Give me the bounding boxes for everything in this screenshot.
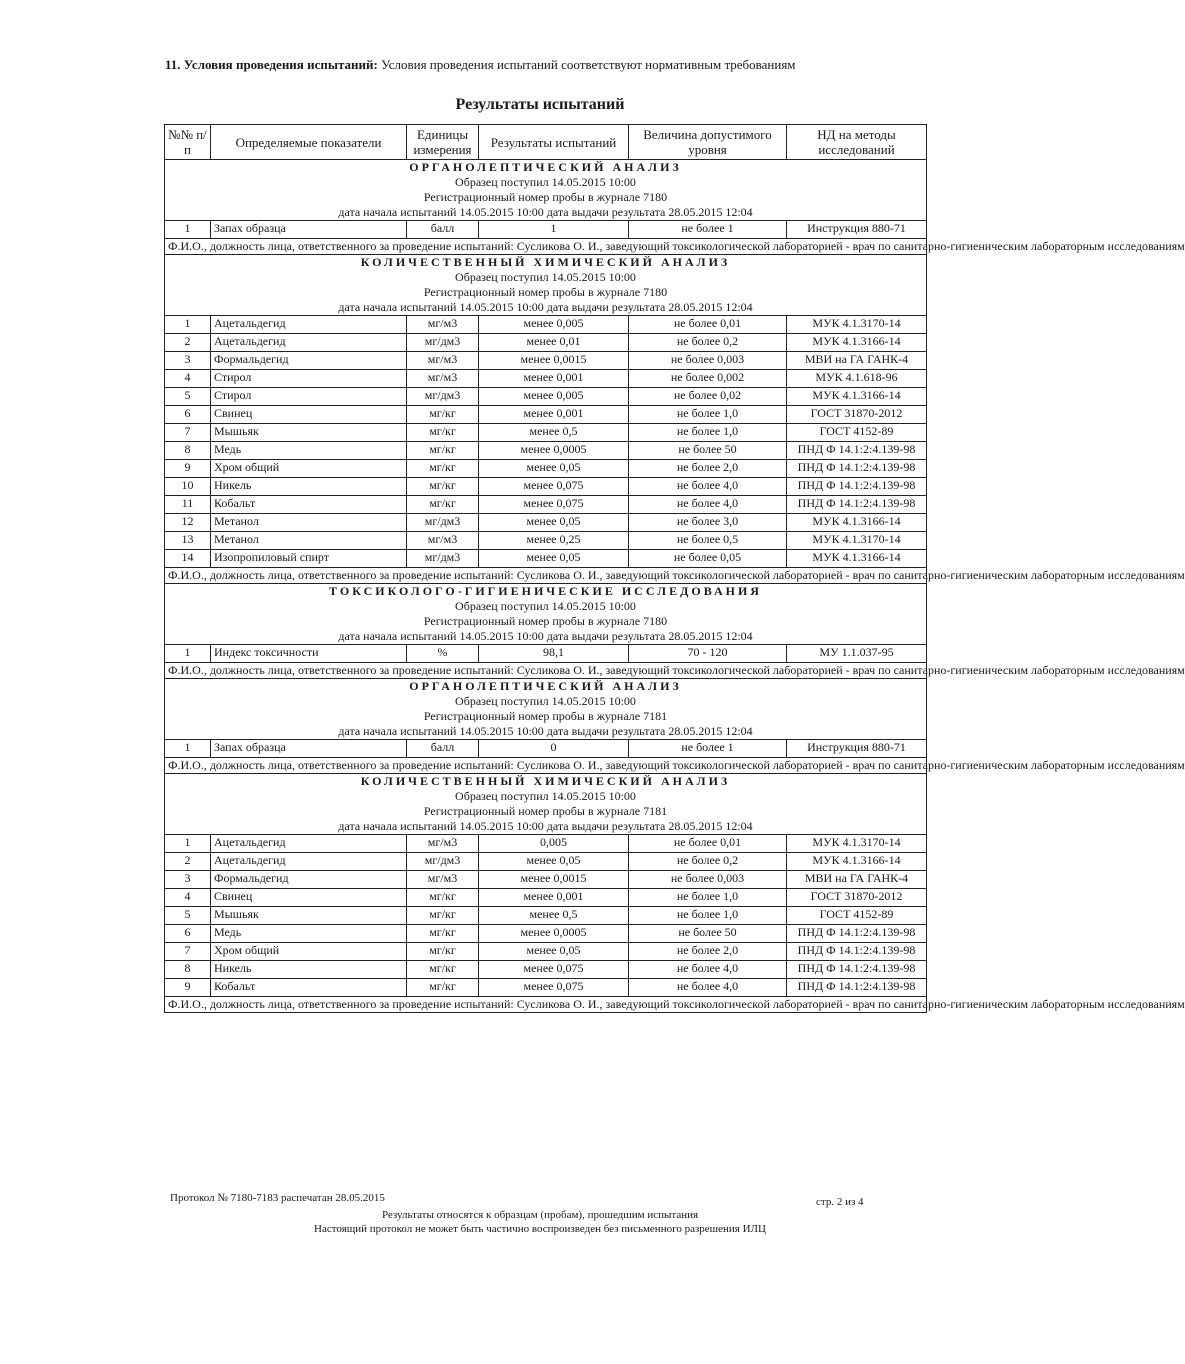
footer-note-results: Результаты относятся к образцам (пробам), прошедшим испытания bbox=[381, 1209, 699, 1221]
row-unit: мг/м3 bbox=[407, 871, 479, 889]
row-method: МУ 1.1.037-95 bbox=[787, 645, 927, 663]
row-result: менее 0,0015 bbox=[479, 352, 629, 370]
table-row bbox=[165, 532, 927, 550]
row-indicator: Формальдегид bbox=[211, 871, 407, 889]
row-indicator: Запах образца bbox=[211, 221, 407, 239]
row-result: менее 0,05 bbox=[479, 550, 629, 568]
row-limit: не более 0,5 bbox=[629, 532, 787, 550]
test-conditions bbox=[165, 57, 796, 73]
row-unit: мг/кг bbox=[407, 943, 479, 961]
row-indicator: Кобальт bbox=[211, 496, 407, 514]
row-result: менее 0,001 bbox=[479, 370, 629, 388]
row-result: менее 0,05 bbox=[479, 460, 629, 478]
table-header-row bbox=[165, 125, 927, 160]
row-limit: не более 0,002 bbox=[629, 370, 787, 388]
row-result: менее 0,075 bbox=[479, 961, 629, 979]
row-limit: не более 1,0 bbox=[629, 406, 787, 424]
row-indicator: Мышьяк bbox=[211, 424, 407, 442]
test-conditions-text: Условия проведения испытаний соответствуют нормативным требованиям bbox=[381, 57, 796, 72]
responsible-person: Ф.И.О., должность лица, ответственного за проведение испытаний: Сусликова О. И., заведующий токсикологической лабораторией - врач по санитарно-гигиеническим лабораторным исследованиям bbox=[165, 997, 927, 1013]
row-method: МВИ на ГА ГАНК-4 bbox=[787, 871, 927, 889]
row-result: менее 0,001 bbox=[479, 889, 629, 907]
row-method: МУК 4.1.618-96 bbox=[787, 370, 927, 388]
row-result: менее 0,05 bbox=[479, 514, 629, 532]
row-number: 2 bbox=[165, 334, 211, 352]
row-result: менее 0,05 bbox=[479, 943, 629, 961]
row-result: менее 0,005 bbox=[479, 388, 629, 406]
row-method: МУК 4.1.3166-14 bbox=[787, 334, 927, 352]
row-indicator: Никель bbox=[211, 478, 407, 496]
responsible-row bbox=[165, 758, 927, 774]
row-indicator: Стирол bbox=[211, 370, 407, 388]
row-unit: мг/кг bbox=[407, 460, 479, 478]
row-method: МУК 4.1.3166-14 bbox=[787, 388, 927, 406]
row-limit: не более 4,0 bbox=[629, 496, 787, 514]
row-indicator: Метанол bbox=[211, 514, 407, 532]
row-indicator: Кобальт bbox=[211, 979, 407, 997]
row-unit: мг/дм3 bbox=[407, 388, 479, 406]
row-indicator: Запах образца bbox=[211, 740, 407, 758]
table-row bbox=[165, 907, 927, 925]
row-indicator: Хром общий bbox=[211, 943, 407, 961]
row-indicator: Никель bbox=[211, 961, 407, 979]
responsible-row bbox=[165, 663, 927, 679]
row-indicator: Свинец bbox=[211, 889, 407, 907]
row-number: 12 bbox=[165, 514, 211, 532]
row-unit: мг/дм3 bbox=[407, 514, 479, 532]
row-number: 10 bbox=[165, 478, 211, 496]
header-unit: Единицы измерения bbox=[407, 125, 479, 160]
row-method: ПНД Ф 14.1:2:4.139-98 bbox=[787, 460, 927, 478]
row-limit: не более 50 bbox=[629, 442, 787, 460]
table-row bbox=[165, 853, 927, 871]
table-row bbox=[165, 835, 927, 853]
row-indicator: Мышьяк bbox=[211, 907, 407, 925]
row-method: ГОСТ 31870-2012 bbox=[787, 406, 927, 424]
footer-protocol: Протокол № 7180-7183 распечатан 28.05.2015 bbox=[170, 1192, 385, 1204]
sample-received: Образец поступил 14.05.2015 10:00 bbox=[455, 175, 636, 189]
table-row bbox=[165, 496, 927, 514]
row-number: 7 bbox=[165, 943, 211, 961]
results-body bbox=[165, 160, 1185, 1013]
row-limit: не более 1 bbox=[629, 221, 787, 239]
row-method: ПНД Ф 14.1:2:4.139-98 bbox=[787, 478, 927, 496]
row-number: 2 bbox=[165, 853, 211, 871]
registration-number: Регистрационный номер пробы в журнале 7180 bbox=[423, 285, 668, 299]
table-row bbox=[165, 316, 927, 334]
section-title: ТОКСИКОЛОГО-ГИГИЕНИЧЕСКИЕ ИССЛЕДОВАНИЯ bbox=[329, 584, 762, 598]
row-result: менее 0,001 bbox=[479, 406, 629, 424]
registration-number: Регистрационный номер пробы в журнале 7180 bbox=[423, 190, 668, 204]
section-header-row bbox=[165, 584, 927, 645]
section-title: ОРГАНОЛЕПТИЧЕСКИЙ АНАЛИЗ bbox=[409, 679, 682, 693]
row-unit: мг/кг bbox=[407, 979, 479, 997]
responsible-person: Ф.И.О., должность лица, ответственного за проведение испытаний: Сусликова О. И., заведующий токсикологической лабораторией - врач по санитарно-гигиеническим лабораторным исследованиям bbox=[165, 758, 927, 774]
row-method: МУК 4.1.3166-14 bbox=[787, 550, 927, 568]
row-method: МУК 4.1.3170-14 bbox=[787, 316, 927, 334]
row-result: 98,1 bbox=[479, 645, 629, 663]
results-table bbox=[164, 124, 1185, 1013]
section-header bbox=[165, 584, 927, 645]
table-row bbox=[165, 352, 927, 370]
table-row bbox=[165, 943, 927, 961]
table-row bbox=[165, 442, 927, 460]
row-indicator: Свинец bbox=[211, 406, 407, 424]
table-row bbox=[165, 406, 927, 424]
row-number: 9 bbox=[165, 460, 211, 478]
row-number: 14 bbox=[165, 550, 211, 568]
section-header-row bbox=[165, 679, 927, 740]
row-method: МУК 4.1.3170-14 bbox=[787, 532, 927, 550]
sample-received: Образец поступил 14.05.2015 10:00 bbox=[455, 694, 636, 708]
row-unit: мг/кг bbox=[407, 925, 479, 943]
row-unit: мг/кг bbox=[407, 478, 479, 496]
table-row bbox=[165, 925, 927, 943]
table-row bbox=[165, 388, 927, 406]
test-dates: дата начала испытаний 14.05.2015 10:00 дата выдачи результата 28.05.2015 12:04 bbox=[338, 724, 753, 738]
table-row bbox=[165, 334, 927, 352]
row-result: менее 0,005 bbox=[479, 316, 629, 334]
section-header-row bbox=[165, 160, 927, 221]
row-limit: не более 1,0 bbox=[629, 889, 787, 907]
row-unit: мг/кг bbox=[407, 406, 479, 424]
sample-received: Образец поступил 14.05.2015 10:00 bbox=[455, 270, 636, 284]
row-indicator: Ацетальдегид bbox=[211, 316, 407, 334]
responsible-row bbox=[165, 997, 927, 1013]
row-limit: не более 1,0 bbox=[629, 907, 787, 925]
table-row bbox=[165, 460, 927, 478]
page-title: Результаты испытаний bbox=[455, 96, 625, 113]
row-method: Инструкция 880-71 bbox=[787, 221, 927, 239]
test-conditions-label: 11. Условия проведения испытаний: bbox=[165, 57, 378, 72]
row-method: МУК 4.1.3170-14 bbox=[787, 835, 927, 853]
row-indicator: Ацетальдегид bbox=[211, 334, 407, 352]
test-dates: дата начала испытаний 14.05.2015 10:00 дата выдачи результата 28.05.2015 12:04 bbox=[338, 300, 753, 314]
row-unit: мг/м3 bbox=[407, 352, 479, 370]
row-method: ГОСТ 31870-2012 bbox=[787, 889, 927, 907]
test-dates: дата начала испытаний 14.05.2015 10:00 дата выдачи результата 28.05.2015 12:04 bbox=[338, 205, 753, 219]
table-row bbox=[165, 961, 927, 979]
row-result: 0,005 bbox=[479, 835, 629, 853]
table-row bbox=[165, 740, 927, 758]
row-number: 1 bbox=[165, 835, 211, 853]
row-unit: % bbox=[407, 645, 479, 663]
registration-number: Регистрационный номер пробы в журнале 7181 bbox=[423, 709, 668, 723]
row-unit: балл bbox=[407, 740, 479, 758]
row-limit: не более 1,0 bbox=[629, 424, 787, 442]
row-number: 4 bbox=[165, 370, 211, 388]
row-unit: мг/м3 bbox=[407, 370, 479, 388]
row-result: 1 bbox=[479, 221, 629, 239]
row-number: 8 bbox=[165, 961, 211, 979]
row-indicator: Метанол bbox=[211, 532, 407, 550]
row-number: 11 bbox=[165, 496, 211, 514]
responsible-person: Ф.И.О., должность лица, ответственного за проведение испытаний: Сусликова О. И., заведующий токсикологической лабораторией - врач по санитарно-гигиеническим лабораторным исследованиям bbox=[165, 663, 927, 679]
row-indicator: Стирол bbox=[211, 388, 407, 406]
section-header-row bbox=[165, 255, 927, 316]
table-row bbox=[165, 550, 927, 568]
row-limit: не более 0,2 bbox=[629, 334, 787, 352]
row-number: 1 bbox=[165, 740, 211, 758]
row-result: менее 0,5 bbox=[479, 424, 629, 442]
table-row bbox=[165, 979, 927, 997]
row-result: 0 bbox=[479, 740, 629, 758]
responsible-person: Ф.И.О., должность лица, ответственного за проведение испытаний: Сусликова О. И., заведующий токсикологической лабораторией - врач по санитарно-гигиеническим лабораторным исследованиям bbox=[165, 568, 927, 584]
registration-number: Регистрационный номер пробы в журнале 7180 bbox=[423, 614, 668, 628]
header-result: Результаты испытаний bbox=[479, 125, 629, 160]
row-result: менее 0,0005 bbox=[479, 442, 629, 460]
row-indicator: Индекс токсичности bbox=[211, 645, 407, 663]
row-indicator: Медь bbox=[211, 925, 407, 943]
row-number: 1 bbox=[165, 645, 211, 663]
row-limit: не более 2,0 bbox=[629, 460, 787, 478]
row-result: менее 0,075 bbox=[479, 979, 629, 997]
table-row bbox=[165, 424, 927, 442]
table-row bbox=[165, 478, 927, 496]
table-row bbox=[165, 889, 927, 907]
row-unit: мг/дм3 bbox=[407, 550, 479, 568]
row-indicator: Ацетальдегид bbox=[211, 835, 407, 853]
row-unit: мг/кг bbox=[407, 496, 479, 514]
table-row bbox=[165, 221, 927, 239]
section-header bbox=[165, 160, 927, 221]
row-unit: мг/кг bbox=[407, 961, 479, 979]
footer-note-reproduction: Настоящий протокол не может быть частично воспроизведен без письменного разрешения ИЛЦ bbox=[314, 1223, 766, 1235]
row-method: Инструкция 880-71 bbox=[787, 740, 927, 758]
row-limit: не более 0,2 bbox=[629, 853, 787, 871]
row-unit: мг/м3 bbox=[407, 835, 479, 853]
row-indicator: Изопропиловый спирт bbox=[211, 550, 407, 568]
row-method: ГОСТ 4152-89 bbox=[787, 424, 927, 442]
row-unit: мг/кг bbox=[407, 907, 479, 925]
row-result: менее 0,0005 bbox=[479, 925, 629, 943]
row-limit: не более 0,003 bbox=[629, 352, 787, 370]
row-method: МУК 4.1.3166-14 bbox=[787, 514, 927, 532]
row-method: ПНД Ф 14.1:2:4.139-98 bbox=[787, 979, 927, 997]
responsible-row bbox=[165, 568, 927, 584]
sample-received: Образец поступил 14.05.2015 10:00 bbox=[455, 599, 636, 613]
row-number: 6 bbox=[165, 925, 211, 943]
row-limit: не более 3,0 bbox=[629, 514, 787, 532]
row-limit: не более 0,05 bbox=[629, 550, 787, 568]
row-number: 8 bbox=[165, 442, 211, 460]
sample-received: Образец поступил 14.05.2015 10:00 bbox=[455, 789, 636, 803]
row-method: ГОСТ 4152-89 bbox=[787, 907, 927, 925]
row-unit: мг/м3 bbox=[407, 316, 479, 334]
row-method: ПНД Ф 14.1:2:4.139-98 bbox=[787, 442, 927, 460]
row-number: 1 bbox=[165, 316, 211, 334]
row-unit: балл bbox=[407, 221, 479, 239]
row-limit: не более 0,003 bbox=[629, 871, 787, 889]
row-result: менее 0,01 bbox=[479, 334, 629, 352]
row-number: 13 bbox=[165, 532, 211, 550]
row-method: ПНД Ф 14.1:2:4.139-98 bbox=[787, 961, 927, 979]
responsible-person: Ф.И.О., должность лица, ответственного за проведение испытаний: Сусликова О. И., заведующий токсикологической лабораторией - врач по санитарно-гигиеническим лабораторным исследованиям bbox=[165, 239, 927, 255]
test-dates: дата начала испытаний 14.05.2015 10:00 дата выдачи результата 28.05.2015 12:04 bbox=[338, 629, 753, 643]
row-number: 3 bbox=[165, 352, 211, 370]
section-header bbox=[165, 774, 927, 835]
section-title: КОЛИЧЕСТВЕННЫЙ ХИМИЧЕСКИЙ АНАЛИЗ bbox=[360, 255, 731, 269]
responsible-row bbox=[165, 239, 927, 255]
header-method: НД на методы исследований bbox=[787, 125, 927, 160]
header-num: №№ п/п bbox=[165, 125, 211, 160]
header-indicator: Определяемые показатели bbox=[211, 125, 407, 160]
table-row bbox=[165, 370, 927, 388]
section-title: КОЛИЧЕСТВЕННЫЙ ХИМИЧЕСКИЙ АНАЛИЗ bbox=[360, 774, 731, 788]
row-method: ПНД Ф 14.1:2:4.139-98 bbox=[787, 925, 927, 943]
row-number: 7 bbox=[165, 424, 211, 442]
row-unit: мг/дм3 bbox=[407, 334, 479, 352]
row-number: 5 bbox=[165, 907, 211, 925]
row-method: МВИ на ГА ГАНК-4 bbox=[787, 352, 927, 370]
row-unit: мг/кг bbox=[407, 424, 479, 442]
table-row bbox=[165, 645, 927, 663]
row-limit: не более 1 bbox=[629, 740, 787, 758]
row-number: 9 bbox=[165, 979, 211, 997]
row-result: менее 0,075 bbox=[479, 496, 629, 514]
row-number: 3 bbox=[165, 871, 211, 889]
row-unit: мг/кг bbox=[407, 442, 479, 460]
row-result: менее 0,25 bbox=[479, 532, 629, 550]
section-header bbox=[165, 679, 927, 740]
row-limit: не более 4,0 bbox=[629, 478, 787, 496]
row-result: менее 0,5 bbox=[479, 907, 629, 925]
row-unit: мг/м3 bbox=[407, 532, 479, 550]
row-method: ПНД Ф 14.1:2:4.139-98 bbox=[787, 943, 927, 961]
row-unit: мг/кг bbox=[407, 889, 479, 907]
row-unit: мг/дм3 bbox=[407, 853, 479, 871]
row-number: 1 bbox=[165, 221, 211, 239]
section-title: ОРГАНОЛЕПТИЧЕСКИЙ АНАЛИЗ bbox=[409, 160, 682, 174]
row-number: 5 bbox=[165, 388, 211, 406]
row-number: 6 bbox=[165, 406, 211, 424]
row-indicator: Формальдегид bbox=[211, 352, 407, 370]
table-row bbox=[165, 514, 927, 532]
row-limit: 70 - 120 bbox=[629, 645, 787, 663]
section-header-row bbox=[165, 774, 927, 835]
row-limit: не более 0,01 bbox=[629, 316, 787, 334]
row-method: МУК 4.1.3166-14 bbox=[787, 853, 927, 871]
row-limit: не более 4,0 bbox=[629, 979, 787, 997]
section-header bbox=[165, 255, 927, 316]
row-result: менее 0,075 bbox=[479, 478, 629, 496]
row-limit: не более 50 bbox=[629, 925, 787, 943]
table-row bbox=[165, 871, 927, 889]
row-limit: не более 4,0 bbox=[629, 961, 787, 979]
row-indicator: Хром общий bbox=[211, 460, 407, 478]
header-limit: Величина допустимого уровня bbox=[629, 125, 787, 160]
footer-page-number: стр. 2 из 4 bbox=[816, 1196, 864, 1208]
row-indicator: Медь bbox=[211, 442, 407, 460]
row-limit: не более 0,02 bbox=[629, 388, 787, 406]
test-dates: дата начала испытаний 14.05.2015 10:00 дата выдачи результата 28.05.2015 12:04 bbox=[338, 819, 753, 833]
registration-number: Регистрационный номер пробы в журнале 7181 bbox=[423, 804, 668, 818]
row-method: ПНД Ф 14.1:2:4.139-98 bbox=[787, 496, 927, 514]
row-indicator: Ацетальдегид bbox=[211, 853, 407, 871]
row-number: 4 bbox=[165, 889, 211, 907]
row-result: менее 0,05 bbox=[479, 853, 629, 871]
row-result: менее 0,0015 bbox=[479, 871, 629, 889]
row-limit: не более 0,01 bbox=[629, 835, 787, 853]
footer-notes bbox=[260, 1208, 820, 1236]
row-limit: не более 2,0 bbox=[629, 943, 787, 961]
